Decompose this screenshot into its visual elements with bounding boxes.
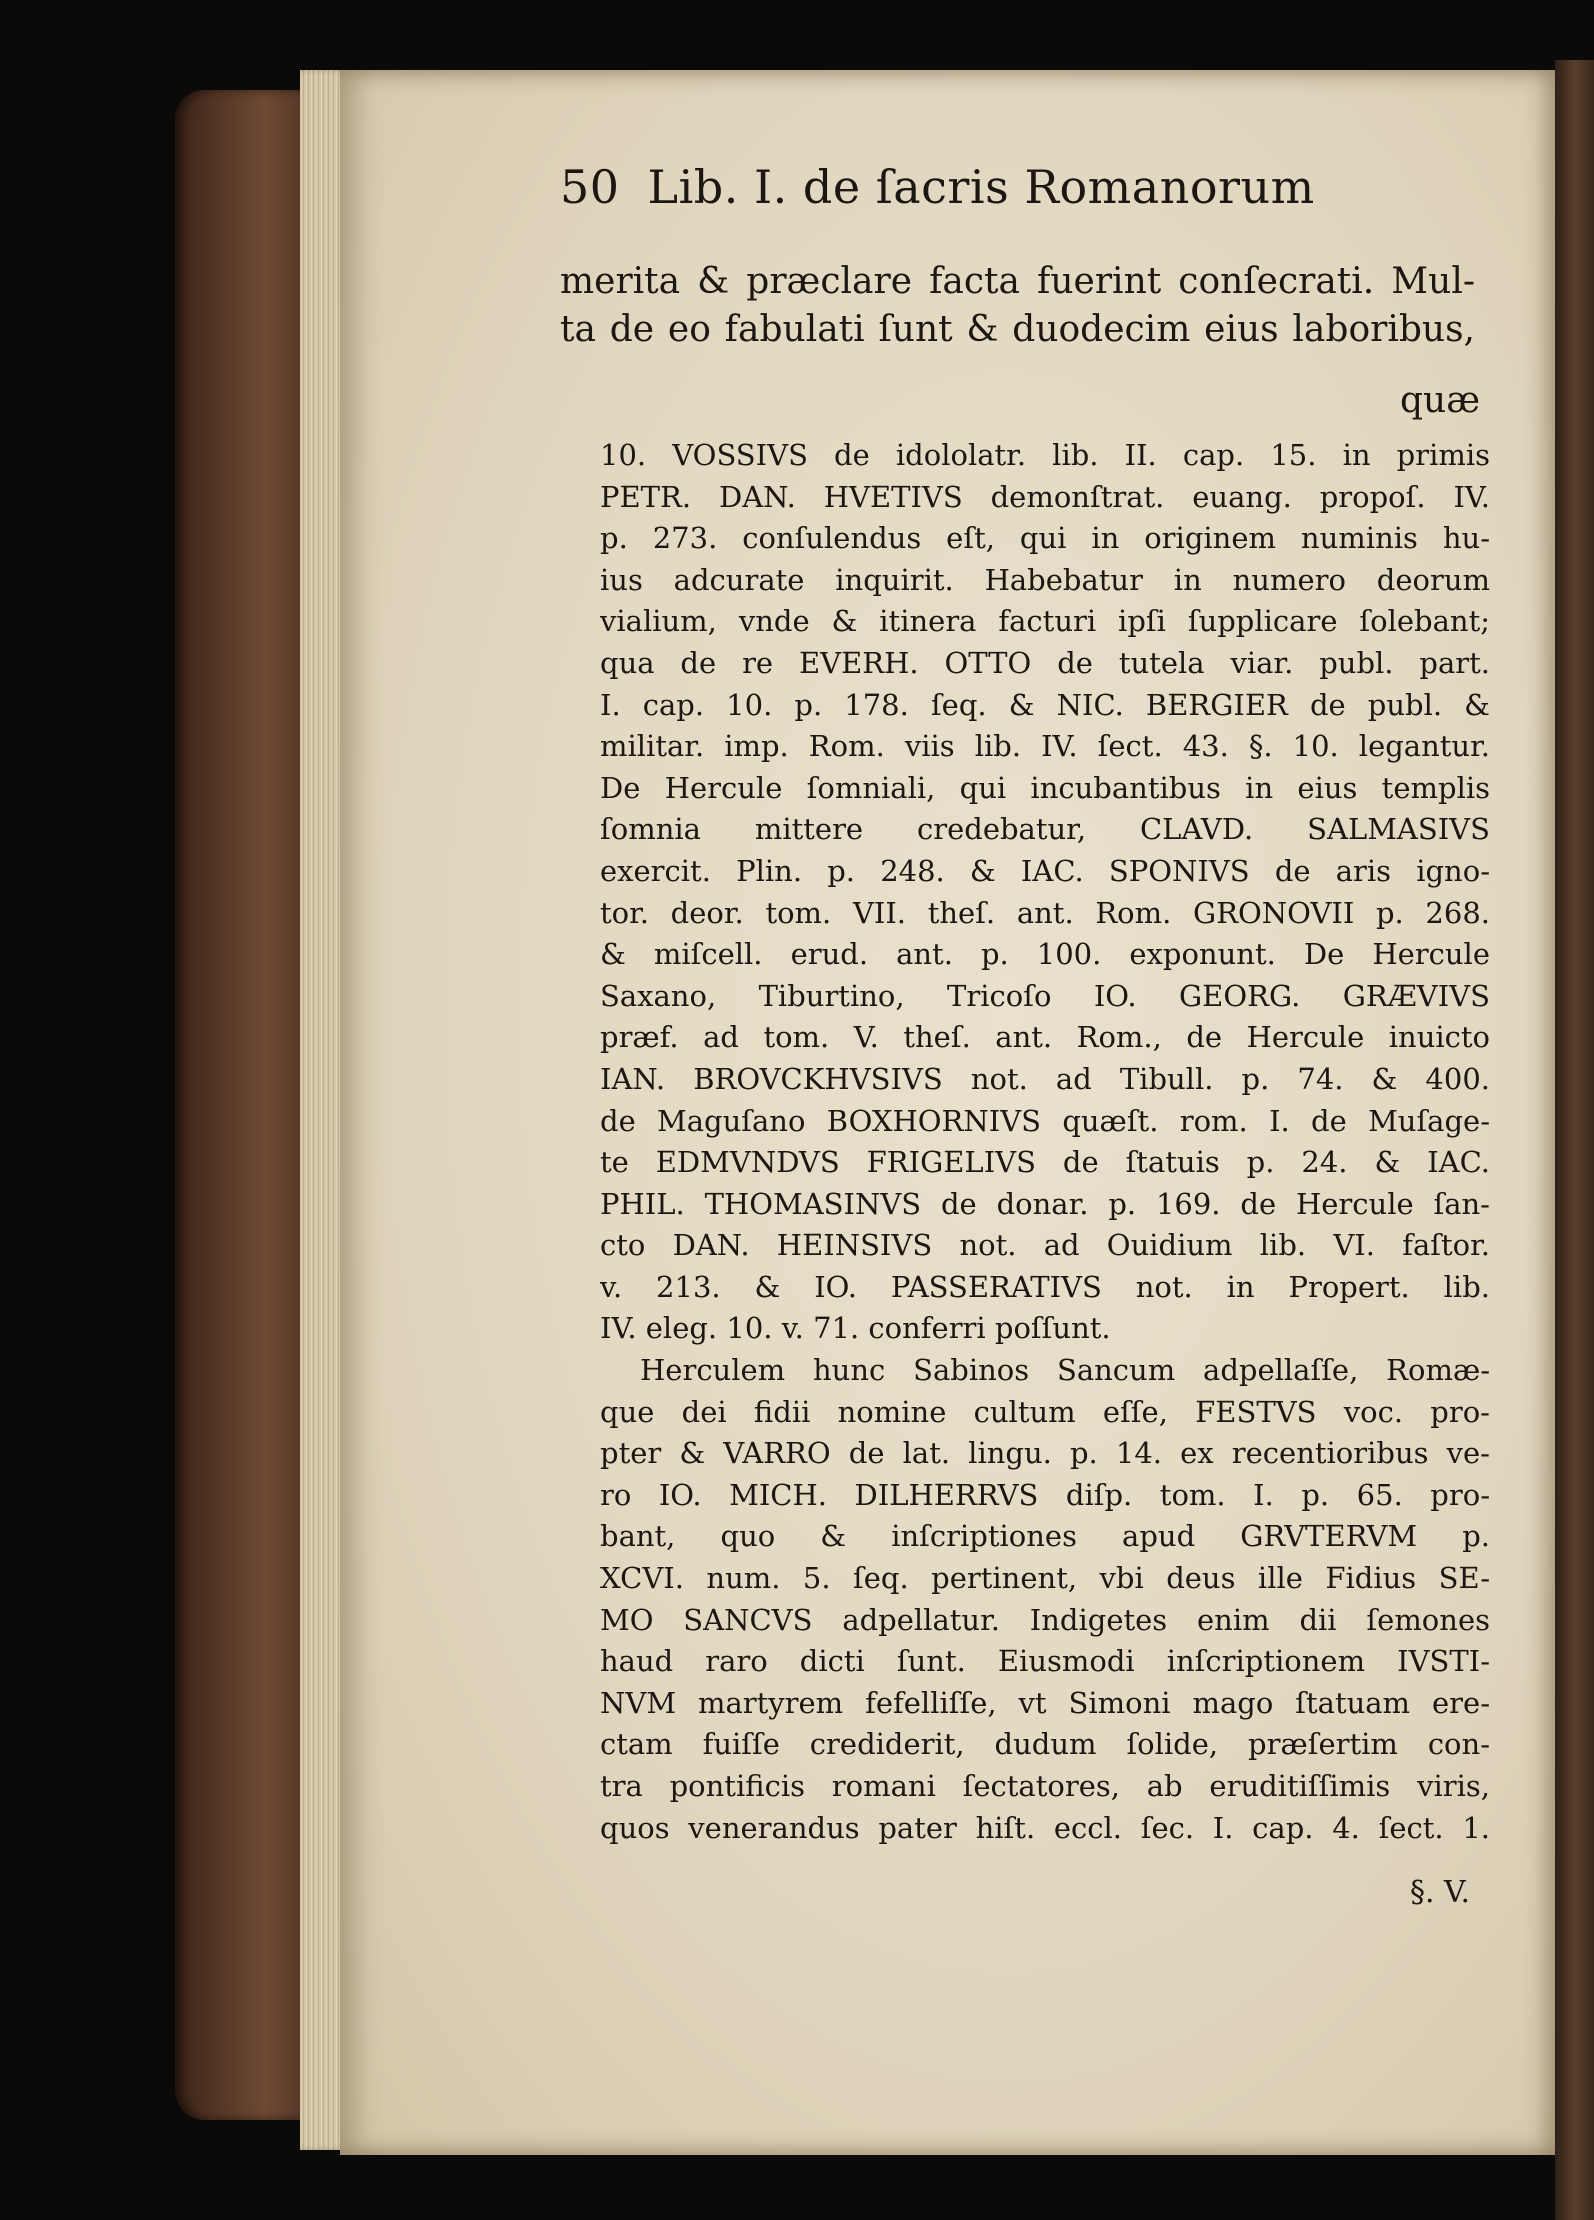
footnote-line: militar. imp. Rom. viis lib. IV. ſect. 43. §. 10. legantur. (600, 729, 1490, 764)
footnote-line: vialium, vnde & itinera facturi ipſi ſupplicare ſolebant; (600, 604, 1490, 639)
page-catchword: §. V. (1409, 1875, 1470, 1910)
footnote-line: de Maguſano BOXHORNIVS quæſt. rom. I. de Muſage- (600, 1103, 1490, 1138)
footnote-line: ctam fuiſſe crediderit, dudum ſolide, præſertim con- (600, 1727, 1490, 1762)
footnote-line: Saxano, Tiburtino, Tricoſo IO. GEORG. GRÆVIVS (600, 978, 1490, 1013)
main-text (560, 258, 1475, 354)
footnote-line: ius adcurate inquirit. Habebatur in numero deorum (600, 562, 1490, 597)
footnote-line: & miſcell. erud. ant. p. 100. exponunt. De Hercule (600, 937, 1490, 972)
footnote-line: NVM martyrem fefelliſſe, vt Simoni mago ſtatuam ere- (600, 1685, 1490, 1720)
footnote-line: 10. VOSSIVS de idololatr. lib. II. cap. 15. in primis (600, 438, 1490, 472)
main-catchword: quæ (1400, 380, 1481, 421)
main-line: merita & præclare facta fuerint conſecrati. Mul- (560, 261, 1475, 302)
footnote-line: pter & VARRO de lat. lingu. p. 14. ex recentioribus ve- (600, 1436, 1490, 1471)
footnote-line: XCVI. num. 5. ſeq. pertinent, vbi deus ille Fidius SE- (600, 1561, 1490, 1596)
footnote-line: exercit. Plin. p. 248. & IAC. SPONIVS de aris igno- (600, 853, 1490, 888)
running-header (560, 160, 1360, 214)
footnote-line: te EDMVNDVS FRIGELIVS de ſtatuis p. 24. & IAC. (600, 1145, 1490, 1180)
footnote-line: ro IO. MICH. DILHERRVS diſp. tom. I. p. 65. pro- (600, 1477, 1490, 1512)
footnote-line: IV. eleg. 10. v. 71. conferri poſſunt. (600, 1311, 1111, 1346)
footnote-line: cto DAN. HEINSIVS not. ad Ouidium lib. VI. faſtor. (600, 1228, 1490, 1263)
page-number: 50 (560, 160, 620, 214)
footnote-line: qua de re EVERH. OTTO de tutela viar. publ. part. (600, 645, 1490, 680)
footnote-line: præf. ad tom. V. theſ. ant. Rom., de Hercule inuicto (600, 1020, 1490, 1055)
footnote-line: p. 273. conſulendus eſt, qui in originem numinis hu- (600, 521, 1490, 556)
footnote-line: que dei fidii nomine cultum eſſe, FESTVS voc. pro- (600, 1394, 1490, 1429)
footnote-line: v. 213. & IO. PASSERATIVS not. in Propert. lib. (600, 1269, 1490, 1304)
main-line: ta de eo fabulati ſunt & duodecim eius laboribus, (560, 309, 1475, 350)
footnote-line: tra pontificis romani ſectatores, ab eruditiſſimis viris, (600, 1769, 1490, 1803)
footnote-line: tor. deor. tom. VII. theſ. ant. Rom. GRONOVII p. 268. (600, 895, 1490, 930)
running-title: Lib. I. de ſacris Romanorum (647, 160, 1315, 214)
footnote-line: bant, quo & inſcriptiones apud GRVTERVM p. (600, 1519, 1490, 1554)
footnote-line: PETR. DAN. HVETIVS demonſtrat. euang. propoſ. IV. (600, 479, 1490, 514)
footnote-line: De Hercule ſomniali, qui incubantibus in eius templis (600, 770, 1490, 805)
footnote-line: I. cap. 10. p. 178. ſeq. & NIC. BERGIER de publ. & (600, 687, 1490, 722)
footnote-line: quos venerandus pater hiſt. eccl. ſec. I. cap. 4. ſect. 1. (600, 1810, 1490, 1845)
footnotes (600, 435, 1490, 1849)
facing-page-edge (1555, 60, 1594, 2220)
footnote-line: Herculem hunc Sabinos Sancum adpellaſſe, Romæ- (640, 1353, 1490, 1388)
footnote-line: haud raro dicti ſunt. Eiusmodi inſcriptionem IVSTI- (600, 1644, 1490, 1679)
footnote-line: MO SANCVS adpellatur. Indigetes enim dii ſemones (600, 1602, 1490, 1637)
footnote-line: ſomnia mittere credebatur, CLAVD. SALMASIVS (600, 812, 1490, 847)
footnote-line: IAN. BROVCKHVSIVS not. ad Tibull. p. 74. & 400. (600, 1061, 1490, 1096)
footnote-line: PHIL. THOMASINVS de donar. p. 169. de Hercule ſan- (600, 1186, 1490, 1221)
